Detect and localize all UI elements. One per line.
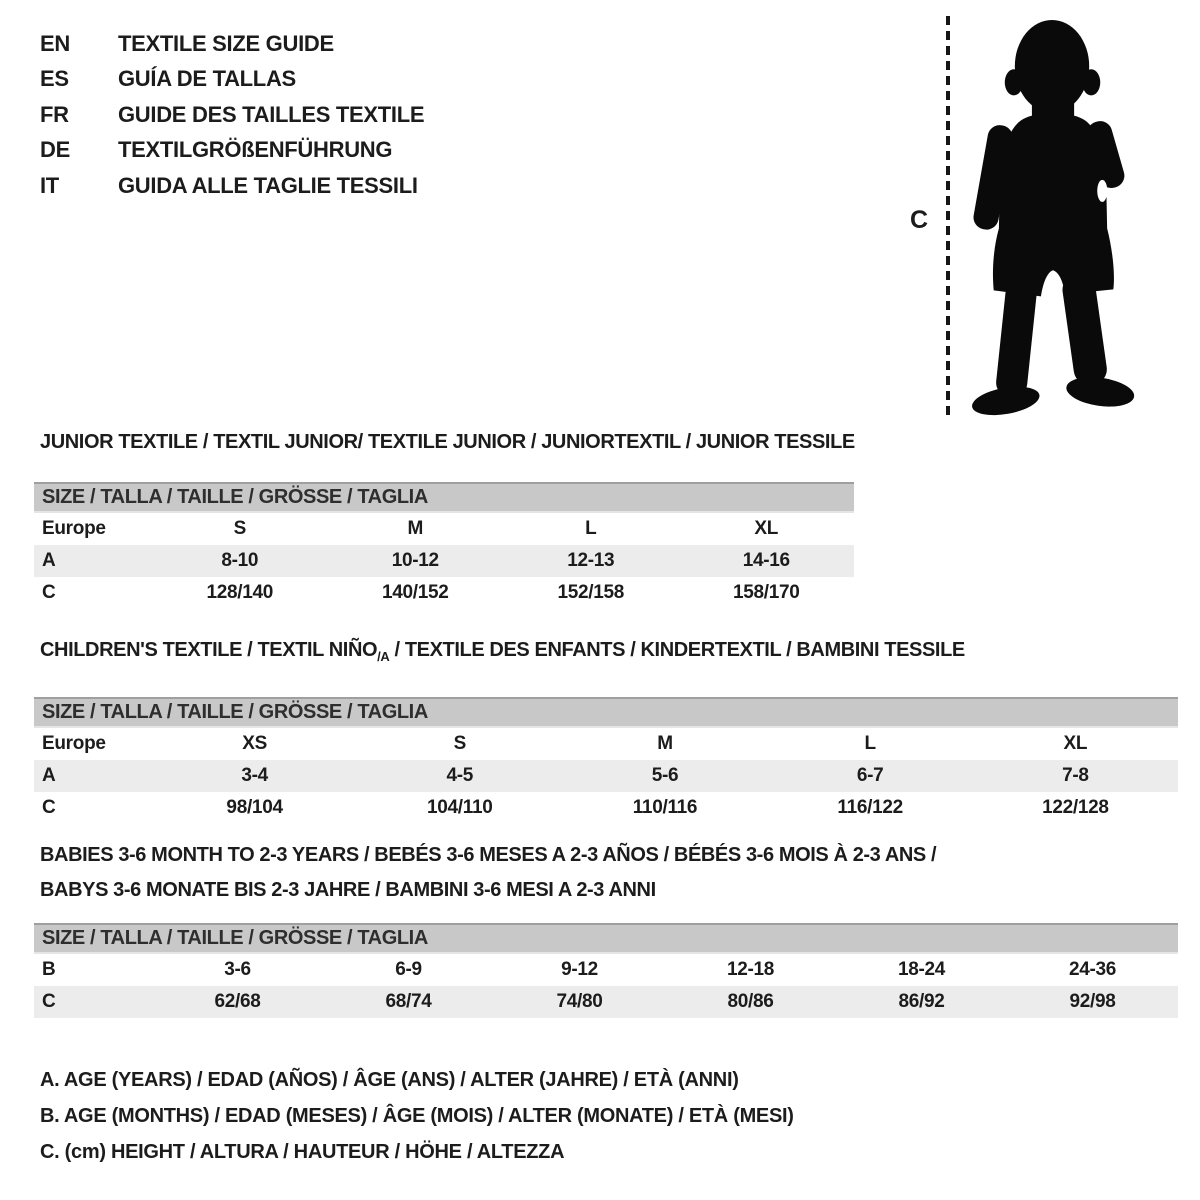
row-label: A xyxy=(42,550,56,571)
size-cell: 18-24 xyxy=(897,959,946,980)
legend-line-age-months: B. AGE (MONTHS) / EDAD (MESES) / ÂGE (MOIS) / ALTER (MONATE) / ETÀ (MESI) xyxy=(40,1105,794,1127)
height-measure-label: C xyxy=(910,206,929,234)
legend-line-height-cm: C. (cm) HEIGHT / ALTURA / HAUTEUR / HÖHE / ALTEZZA xyxy=(40,1141,565,1163)
language-title-list xyxy=(40,26,424,204)
language-code: ES xyxy=(40,66,69,92)
row-label: Europe xyxy=(42,518,106,539)
section-babies-textile xyxy=(34,842,1178,1018)
section-heading-text: BABYS 3-6 MONATE BIS 2-3 JAHRE / BAMBINI 3-6 MESI A 2-3 ANNI xyxy=(40,879,656,901)
size-cell: 104/110 xyxy=(427,797,493,818)
size-cell: 140/152 xyxy=(381,582,449,603)
language-row-it xyxy=(40,168,424,204)
language-title: GUIDA ALLE TAGLIE TESSILI xyxy=(118,172,418,198)
table-row-b xyxy=(34,954,1178,986)
section-heading-line xyxy=(40,873,1178,908)
size-cell: 74/80 xyxy=(556,991,603,1012)
size-header-bar xyxy=(34,482,854,513)
size-cell: L xyxy=(864,733,876,754)
language-code: DE xyxy=(40,137,70,163)
section-heading-line xyxy=(40,638,1178,669)
section-heading-text: BABIES 3-6 MONTH TO 2-3 YEARS / BEBÉS 3-6 MESES A 2-3 AÑOS / BÉBÉS 3-6 MOIS À 2-3 ANS / xyxy=(40,844,937,866)
size-cell: 98/104 xyxy=(226,797,283,818)
size-cell: 12-18 xyxy=(726,959,775,980)
size-cell: 8-10 xyxy=(221,550,259,571)
table-row-a xyxy=(34,545,854,577)
table-row-a xyxy=(34,760,1178,792)
size-cell: 14-16 xyxy=(742,550,790,571)
size-header-label: SIZE / TALLA / TAILLE / GRÖSSE / TAGLIA xyxy=(42,701,428,723)
table-row-c xyxy=(34,986,1178,1018)
junior-size-table xyxy=(34,513,854,609)
babies-size-table xyxy=(34,954,1178,1018)
language-row-en xyxy=(40,26,424,62)
language-title: GUÍA DE TALLAS xyxy=(118,66,296,92)
language-row-fr xyxy=(40,97,424,133)
section-junior-textile xyxy=(34,430,854,609)
language-row-es xyxy=(40,62,424,98)
size-cell: XL xyxy=(1063,733,1088,754)
size-cell: 68/74 xyxy=(385,991,432,1012)
language-title: TEXTILE SIZE GUIDE xyxy=(118,30,334,56)
language-title: GUIDE DES TAILLES TEXTILE xyxy=(118,101,425,127)
table-row-c xyxy=(34,577,854,609)
language-row-de xyxy=(40,133,424,169)
section-heading-text: / TEXTILE DES ENFANTS / KINDERTEXTIL / BAMBINI TESSILE xyxy=(389,639,965,661)
row-label: C xyxy=(42,797,56,818)
size-cell: 158/170 xyxy=(732,582,800,603)
row-label: B xyxy=(42,959,56,980)
size-cell: 3-6 xyxy=(224,959,251,980)
size-cell: M xyxy=(407,518,424,539)
size-cell: 152/158 xyxy=(557,582,625,603)
table-row-europe xyxy=(34,513,854,545)
size-cell: L xyxy=(585,518,597,539)
section-heading-text: /A xyxy=(377,649,390,664)
size-cell: 10-12 xyxy=(391,550,439,571)
size-cell: 80/86 xyxy=(727,991,774,1012)
section-heading-junior xyxy=(34,430,854,454)
size-cell: 116/122 xyxy=(837,797,903,818)
section-children-textile xyxy=(34,638,1178,824)
row-label: A xyxy=(42,765,56,786)
table-row-c xyxy=(34,792,1178,824)
size-cell: 6-7 xyxy=(856,765,884,786)
size-cell: M xyxy=(657,733,673,754)
size-cell: 3-4 xyxy=(241,765,268,786)
size-cell: 7-8 xyxy=(1062,765,1089,786)
language-code: EN xyxy=(40,30,70,56)
section-heading-children xyxy=(34,638,1178,669)
size-cell: 12-13 xyxy=(567,550,615,571)
size-cell: 62/68 xyxy=(214,991,261,1012)
row-label: C xyxy=(42,582,56,603)
size-cell: 6-9 xyxy=(395,959,422,980)
section-heading-line xyxy=(40,430,854,454)
legend xyxy=(40,1062,794,1170)
baby-silhouette-icon xyxy=(964,16,1136,418)
size-cell: 86/92 xyxy=(898,991,945,1012)
section-heading-babies xyxy=(34,838,1178,908)
size-cell: 92/98 xyxy=(1069,991,1116,1012)
size-cell: 9-12 xyxy=(561,959,598,980)
legend-line-age-years: A. AGE (YEARS) / EDAD (AÑOS) / ÂGE (ANS) / ALTER (JAHRE) / ETÀ (ANNI) xyxy=(40,1069,739,1091)
size-header-bar xyxy=(34,923,1178,954)
size-cell: XS xyxy=(242,733,267,754)
size-header-bar xyxy=(34,697,1178,728)
size-cell: S xyxy=(453,733,466,754)
size-header-label: SIZE / TALLA / TAILLE / GRÖSSE / TAGLIA xyxy=(42,486,428,508)
size-cell: 5-6 xyxy=(651,765,679,786)
table-row-europe xyxy=(34,728,1178,760)
size-cell: 4-5 xyxy=(446,765,474,786)
size-cell: 128/140 xyxy=(206,582,274,603)
language-code: IT xyxy=(40,172,59,198)
section-heading-line xyxy=(40,838,1178,873)
size-cell: 24-36 xyxy=(1068,959,1117,980)
size-cell: 122/128 xyxy=(1042,797,1109,818)
size-cell: S xyxy=(233,518,246,539)
children-size-table xyxy=(34,728,1178,824)
size-cell: XL xyxy=(754,518,779,539)
row-label: C xyxy=(42,991,56,1012)
section-heading-text: JUNIOR TEXTILE / TEXTIL JUNIOR/ TEXTILE JUNIOR / JUNIORTEXTIL / JUNIOR TESSILE xyxy=(40,431,855,453)
height-measure-dashed-line xyxy=(946,16,950,416)
language-title: TEXTILGRÖßENFÜHRUNG xyxy=(118,137,393,163)
section-heading-text: CHILDREN'S TEXTILE / TEXTIL NIÑO xyxy=(40,639,378,661)
size-header-label: SIZE / TALLA / TAILLE / GRÖSSE / TAGLIA xyxy=(42,927,428,949)
row-label: Europe xyxy=(42,733,106,754)
language-code: FR xyxy=(40,101,69,127)
size-cell: 110/116 xyxy=(632,797,698,818)
